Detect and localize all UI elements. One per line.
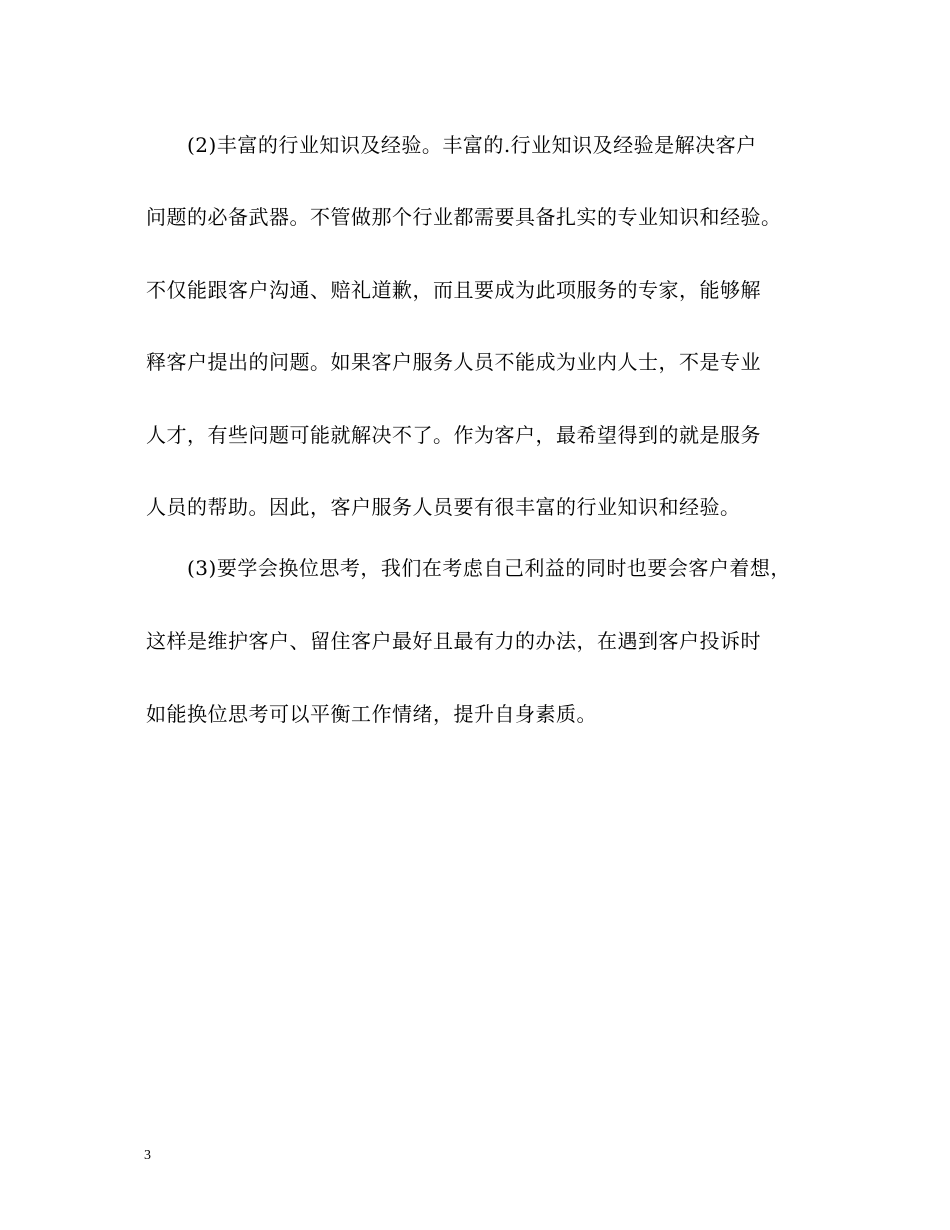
text-line: 不仅能跟客户沟通、赔礼道歉，而且要成为此项服务的专家，能够解 xyxy=(146,278,761,302)
text-line: (3)要学会换位思考，我们在考虑自己利益的同时也要会客户着想， xyxy=(187,556,791,580)
text-line: 这样是维护客户、留住客户最好且最有力的办法，在遇到客户投诉时 xyxy=(146,629,761,653)
text-line: 问题的必备武器。不管做那个行业都需要具备扎实的专业知识和经验。 xyxy=(146,205,782,229)
text-line: (2)丰富的行业知识及经验。丰富的.行业知识及经验是解决客户 xyxy=(187,133,757,157)
page-number: 3 xyxy=(144,1148,151,1163)
text-line: 如能换位思考可以平衡工作情绪，提升自身素质。 xyxy=(146,702,597,726)
text-line: 人员的帮助。因此，客户服务人员要有很丰富的行业知识和经验。 xyxy=(146,495,741,519)
text-line: 人才，有些问题可能就解决不了。作为客户，最希望得到的就是服务 xyxy=(146,423,761,447)
text-line: 释客户提出的问题。如果客户服务人员不能成为业内人士，不是专业 xyxy=(146,350,761,374)
